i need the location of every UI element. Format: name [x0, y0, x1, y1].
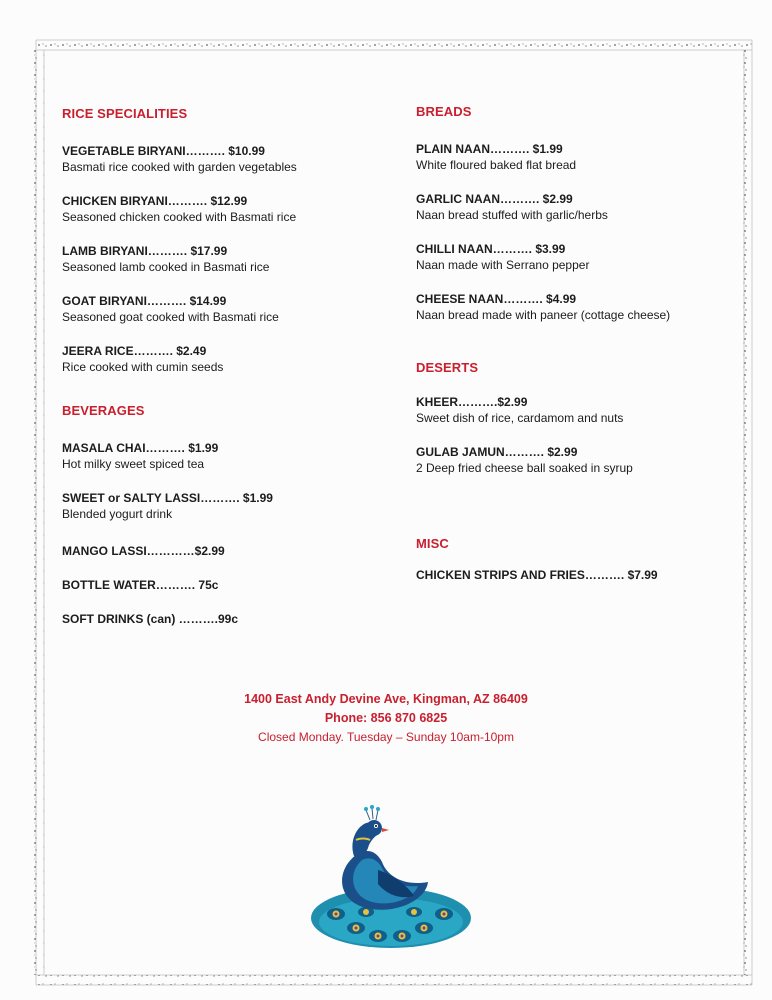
- menu-item: [62, 577, 382, 593]
- menu-item: [62, 343, 382, 376]
- menu-item: [416, 444, 746, 477]
- section-title-breads: BREADS: [416, 104, 472, 119]
- menu-item: [62, 611, 382, 627]
- menu-item: [416, 241, 746, 274]
- section-title-beverages: BEVERAGES: [62, 403, 145, 418]
- right-column: [416, 103, 746, 583]
- item-name: GOAT BIRYANI………. $14.99: [62, 294, 227, 308]
- item-name: SOFT DRINKS (can) ……….99c: [62, 612, 239, 626]
- item-desc: Seasoned chicken cooked with Basmati rice: [62, 210, 297, 224]
- left-column: [62, 105, 382, 627]
- item-name: JEERA RICE………. $2.49: [62, 344, 207, 358]
- item-desc: Seasoned goat cooked with Basmati rice: [62, 310, 279, 324]
- deserts-section: [416, 359, 746, 477]
- item-name: CHICKEN STRIPS AND FRIES………. $7.99: [416, 568, 658, 582]
- menu-item: [416, 141, 746, 174]
- item-name: CHILLI NAAN………. $3.99: [416, 242, 566, 256]
- menu-item: [62, 490, 382, 523]
- item-name: LAMB BIRYANI………. $17.99: [62, 244, 228, 258]
- item-desc: Sweet dish of rice, cardamom and nuts: [416, 411, 624, 425]
- menu-item: [62, 193, 382, 226]
- menu-item: [62, 543, 382, 559]
- menu-item: [416, 567, 746, 583]
- section-title-rice: RICE SPECIALITIES: [62, 106, 188, 121]
- item-desc: Basmati rice cooked with garden vegetables: [62, 160, 297, 174]
- item-name: MASALA CHAI………. $1.99: [62, 441, 219, 455]
- section-title-deserts: DESERTS: [416, 360, 479, 375]
- item-name: GARLIC NAAN………. $2.99: [416, 192, 573, 206]
- rice-specialities-section: [62, 105, 382, 376]
- item-name: PLAIN NAAN………. $1.99: [416, 142, 563, 156]
- beverages-section: [62, 402, 382, 627]
- item-name: BOTTLE WATER………. 75c: [62, 578, 219, 592]
- address: 1400 East Andy Devine Ave, Kingman, AZ 86409: [244, 692, 528, 706]
- item-name: VEGETABLE BIRYANI………. $10.99: [62, 144, 265, 158]
- breads-section: [416, 103, 746, 324]
- menu-item: [416, 191, 746, 224]
- menu-item: [62, 440, 382, 473]
- restaurant-info: [0, 690, 772, 747]
- opening-hours: Closed Monday. Tuesday – Sunday 10am-10pm: [258, 730, 514, 744]
- item-name: CHICKEN BIRYANI………. $12.99: [62, 194, 248, 208]
- menu-item: [62, 243, 382, 276]
- item-desc: 2 Deep fried cheese ball soaked in syrup: [416, 461, 633, 475]
- phone-number: Phone: 856 870 6825: [324, 711, 448, 725]
- item-desc: Blended yogurt drink: [62, 507, 173, 521]
- item-name: MANGO LASSI…………$2.99: [62, 544, 225, 558]
- item-name: CHEESE NAAN………. $4.99: [416, 292, 577, 306]
- menu-item: [62, 143, 382, 176]
- section-title-misc: MISC: [416, 536, 449, 551]
- menu-item: [62, 293, 382, 326]
- misc-section: [416, 535, 746, 583]
- item-desc: White floured baked flat bread: [416, 158, 577, 172]
- item-desc: Naan made with Serrano pepper: [416, 258, 590, 272]
- menu-item: [416, 394, 746, 427]
- item-name: KHEER……….$2.99: [416, 395, 528, 409]
- item-desc: Naan bread made with paneer (cottage cheese): [416, 308, 671, 322]
- item-desc: Rice cooked with cumin seeds: [62, 360, 224, 374]
- item-desc: Hot milky sweet spiced tea: [62, 457, 205, 471]
- menu-item: [416, 291, 746, 324]
- item-desc: Naan bread stuffed with garlic/herbs: [416, 208, 608, 222]
- item-name: GULAB JAMUN………. $2.99: [416, 445, 578, 459]
- item-name: SWEET or SALTY LASSI………. $1.99: [62, 491, 273, 505]
- peacock-icon: [296, 800, 486, 960]
- item-desc: Seasoned lamb cooked in Basmati rice: [62, 260, 270, 274]
